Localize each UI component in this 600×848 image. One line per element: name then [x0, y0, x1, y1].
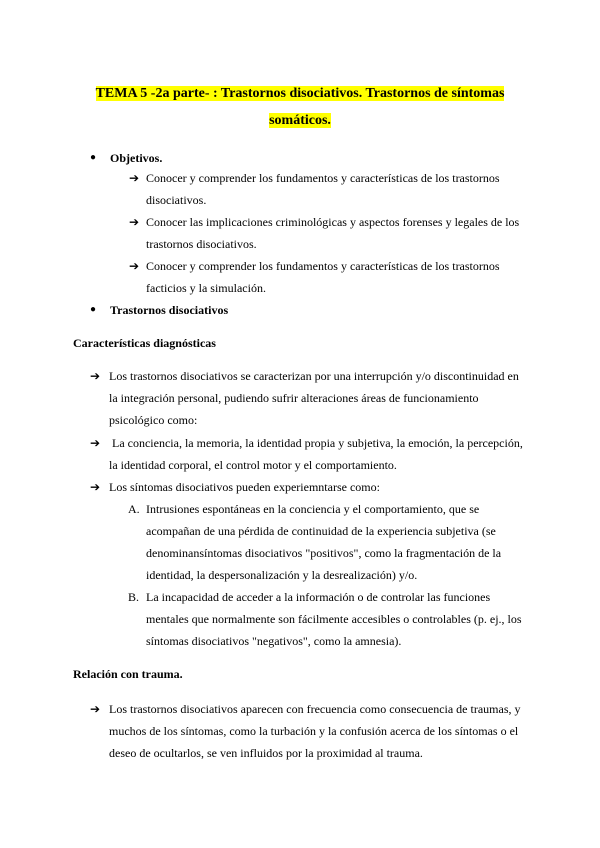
- trauma-line-3: deseo de ocultarlos, se ven influidos por la proximidad al trauma.: [109, 746, 423, 760]
- sub-a-label: A.: [128, 502, 140, 516]
- p3-line: Los síntomas disociativos pueden experiemntarse como:: [109, 480, 380, 494]
- arrow-icon: ➔: [90, 369, 101, 383]
- trastornos-heading: Trastornos disociativos: [110, 303, 229, 317]
- sub-b-line-1: La incapacidad de acceder a la información o de controlar las funciones: [146, 590, 491, 604]
- sub-b-line-2: mentales que normalmente son fácilmente accesibles o controlables (p. ej., los: [146, 612, 522, 626]
- arrow-icon: ➔: [90, 702, 101, 716]
- objetivo-3-line-1: Conocer y comprender los fundamentos y características de los trastornos: [146, 259, 500, 273]
- objetivo-1-line-2: disociativos.: [146, 193, 207, 207]
- sub-a-line-2: acompañan de una pérdida de continuidad de la experiencia subjetiva (se: [146, 524, 496, 538]
- p1-line-3: psicológico como:: [109, 413, 198, 427]
- sub-b-line-3: síntomas disociativos "negativos", como la amnesia).: [146, 634, 402, 648]
- sub-a-line-1: Intrusiones espontáneas en la conciencia y el comportamiento, que se: [146, 502, 480, 516]
- objetivo-2-line-2: trastornos disociativos.: [146, 237, 257, 251]
- arrow-icon: ➔: [90, 436, 101, 450]
- p1-line-1: Los trastornos disociativos se caracterizan por una interrupción y/o discontinuidad en: [109, 369, 519, 383]
- bullet-dot-icon: ●: [90, 152, 97, 163]
- sub-a-line-3: denominansíntomas disociativos "positivos", como la fragmentación de la: [146, 546, 502, 560]
- trauma-heading: Relación con trauma.: [73, 667, 183, 681]
- trauma-line-1: Los trastornos disociativos aparecen con frecuencia como consecuencia de traumas, y: [109, 702, 521, 716]
- p2-line-1: La conciencia, la memoria, la identidad propia y subjetiva, la emoción, la percepción,: [112, 436, 523, 450]
- objetivos-heading: Objetivos.: [110, 151, 163, 165]
- objetivo-2-line-1: Conocer las implicaciones criminológicas y aspectos forenses y legales de los: [146, 215, 520, 229]
- objetivo-3-line-2: facticios y la simulación.: [146, 281, 266, 295]
- bullet-dot-icon: ●: [90, 304, 97, 315]
- arrow-icon: ➔: [90, 480, 101, 494]
- title-line-2: somáticos.: [269, 113, 331, 128]
- arrow-icon: ➔: [129, 259, 140, 273]
- arrow-icon: ➔: [129, 171, 140, 185]
- sub-a-line-4: identidad, la despersonalización y la desrealización) y/o.: [146, 568, 418, 582]
- p1-line-2: la integración personal, pudiendo sufrir alteraciones áreas de funcionamiento: [109, 391, 479, 405]
- objetivo-1-line-1: Conocer y comprender los fundamentos y características de los trastornos: [146, 171, 500, 185]
- p2-line-2: la identidad corporal, el control motor y el comportamiento.: [109, 458, 397, 472]
- sub-b-label: B.: [128, 590, 140, 604]
- title-line-1: TEMA 5 -2a parte- : Trastornos disociativos. Trastornos de síntomas: [95, 86, 505, 101]
- caracteristicas-heading: Características diagnósticas: [73, 336, 216, 350]
- arrow-icon: ➔: [129, 215, 140, 229]
- trauma-line-2: muchos de los síntomas, como la turbación y la confusión acerca de los síntomas o el: [109, 724, 519, 738]
- document-title: [60, 80, 540, 134]
